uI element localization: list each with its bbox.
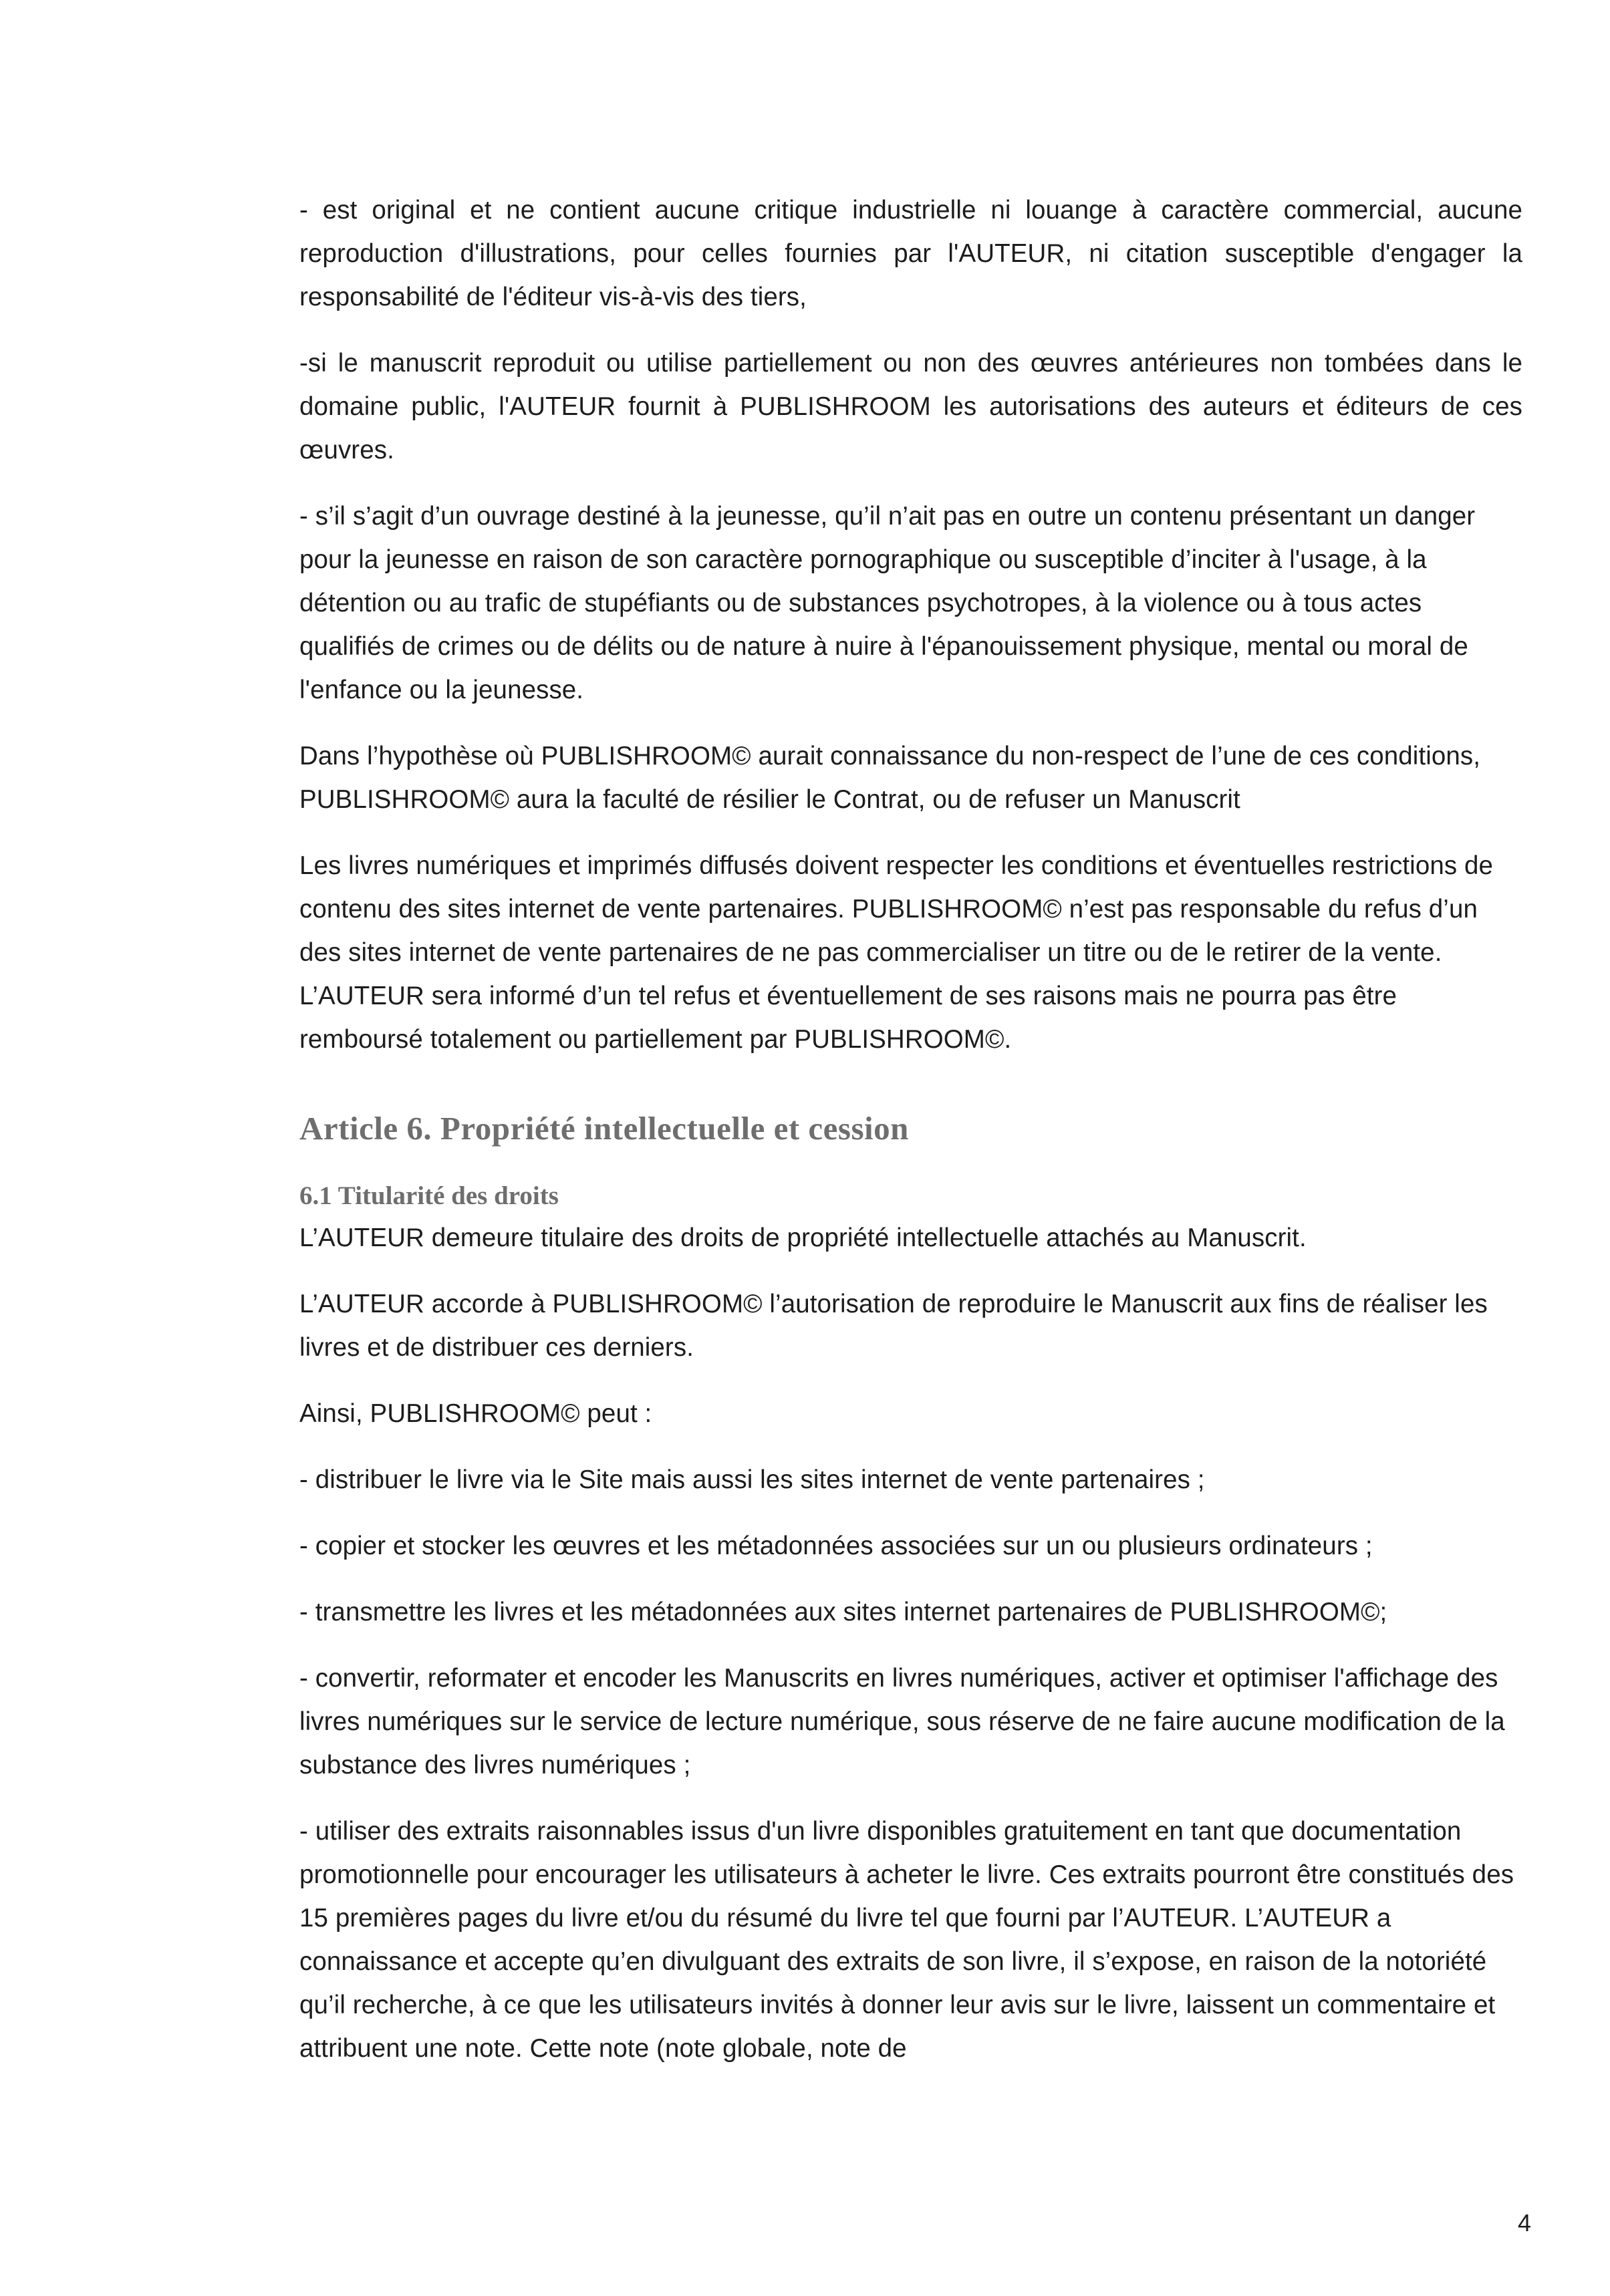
paragraph-youth-works: - s’il s’agit d’un ouvrage destiné à la jeunesse, qu’il n’ait pas en outre un contenu présentant un danger pour la jeunesse en raison de son caractère pornographique ou susceptible d’inciter à l'usage, à la détention ou au trafic de stupéfiants ou de substances psychotropes, à la violence ou à tous actes qualifiés de crimes ou de délits ou de nature à nuire à l'épanouissement physique, mental ou moral de l'enfance ou la jeunesse. [299, 502, 1476, 704]
page-content [299, 188, 1522, 2093]
list-item-distribute: - distribuer le livre via le Site mais aussi les sites internet de vente partenaires ; [299, 1465, 1205, 1494]
paragraph-rights-ownership: L’AUTEUR demeure titulaire des droits de propriété intellectuelle attachés au Manuscrit. [299, 1224, 1307, 1252]
list-item-extracts: - utiliser des extraits raisonnables issus d'un livre disponibles gratuitement en tant que documentation promotionnelle pour encourager les utilisateurs à acheter le livre. Ces extraits pourront être constitués des 15 premières pages du livre et/ou du résumé du livre tel que fourni par l’AUTEUR. L’AUTEUR a connaissance et accepte qu’en divulguant des extraits de son livre, il s’expose, en raison de la notoriété qu’il recherche, à ce que les utilisateurs invités à donner leur avis sur le livre, laissent un commentaire et attribuent une note. Cette note (note globale, note de [299, 1817, 1514, 2063]
paragraph-original-content: - est original et ne contient aucune critique industrielle ni louange à caractère commercial, aucune reproduction d'illustrations, pour celles fournies par l'AUTEUR, ni citation susceptible d'engager la responsabilité de l'éditeur vis-à-vis des tiers, [299, 196, 1522, 311]
page-number: 4 [1517, 2209, 1531, 2237]
paragraph-thus-intro: Ainsi, PUBLISHROOM© peut : [299, 1399, 652, 1428]
paragraph-termination-right: Dans l’hypothèse où PUBLISHROOM© aurait connaissance du non-respect de l’une de ces conditions, PUBLISHROOM© aura la faculté de résilier le Contrat, ou de refuser un Manuscrit [299, 742, 1481, 814]
article-title: Article 6. Propriété intellectuelle et cession [299, 1110, 909, 1147]
paragraph-partner-restrictions: Les livres numériques et imprimés diffusés doivent respecter les conditions et éventuelles restrictions de contenu des sites internet de vente partenaires. PUBLISHROOM© n’est pas responsable du refus d’un des sites internet de vente partenaires de ne pas commercialiser un titre ou de le retirer de la vente. L’AUTEUR sera informé d’un tel refus et éventuellement de ses raisons mais ne pourra pas être remboursé totalement ou partiellement par PUBLISHROOM©. [299, 851, 1494, 1054]
list-item-transmit: - transmettre les livres et les métadonnées aux sites internet partenaires de PUBLISHROOM©; [299, 1598, 1387, 1626]
section-title: 6.1 Titularité des droits [299, 1181, 559, 1210]
paragraph-reproduction-authorization: L’AUTEUR accorde à PUBLISHROOM© l’autorisation de reproduire le Manuscrit aux fins de réaliser les livres et de distribuer ces derniers. [299, 1290, 1488, 1362]
list-item-convert: - convertir, reformater et encoder les Manuscrits en livres numériques, activer et optimiser l'affichage des livres numériques sur le service de lecture numérique, sous réserve de ne faire aucune modification de la substance des livres numériques ; [299, 1664, 1505, 1779]
list-item-copy-store: - copier et stocker les œuvres et les métadonnées associées sur un ou plusieurs ordinateurs ; [299, 1532, 1373, 1560]
paragraph-prior-works: -si le manuscrit reproduit ou utilise partiellement ou non des œuvres antérieures non tombées dans le domaine public, l'AUTEUR fournit à PUBLISHROOM les autorisations des auteurs et éditeurs de ces œuvres. [299, 349, 1522, 464]
